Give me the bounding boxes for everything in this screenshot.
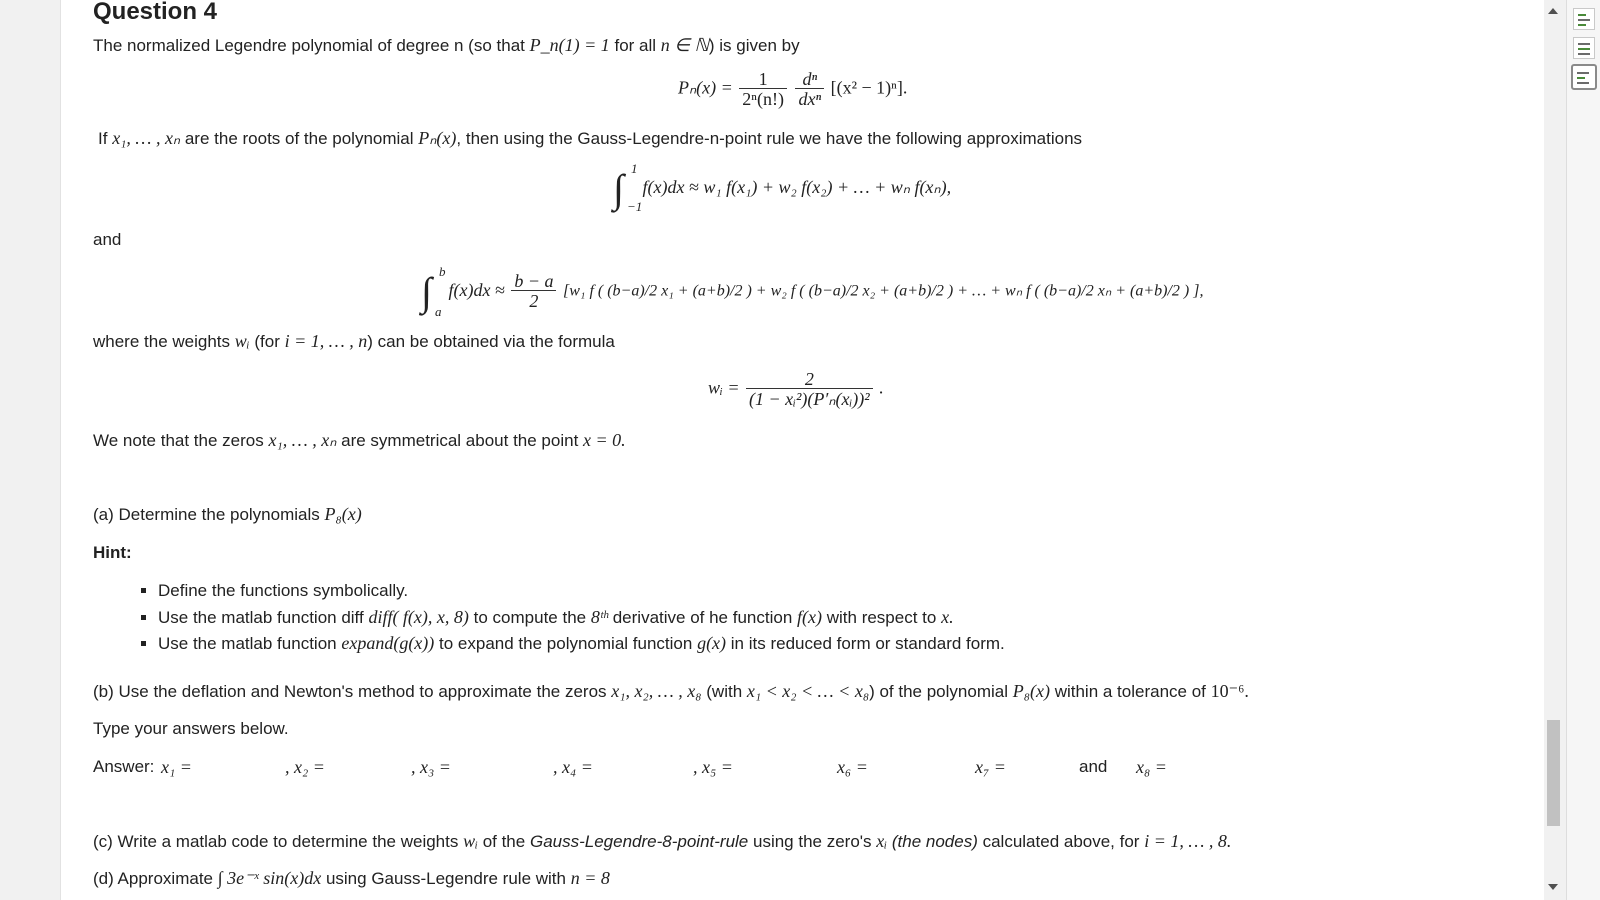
part-c-range: i = 1, … , 8.	[1144, 831, 1232, 851]
document-page	[60, 0, 1561, 900]
ab-frac-den: 2	[529, 291, 539, 311]
part-c-mid: of the	[482, 832, 526, 851]
zeros-tail: are symmetrical about the point	[341, 431, 579, 450]
hint-2-math3: f(x)	[797, 607, 822, 627]
ab-lower: a	[435, 304, 442, 319]
hint-3-post: to expand the polynomial function	[439, 634, 693, 653]
scroll-up-icon[interactable]	[1548, 8, 1558, 14]
weights-tail: ) can be obtained via the formula	[367, 332, 615, 351]
page-view-button[interactable]	[1571, 64, 1597, 90]
and-text: and	[93, 230, 122, 249]
zeros-line	[93, 430, 626, 451]
part-c	[93, 831, 1231, 852]
intro-text: The normalized Legendre polynomial of degree n (so that	[93, 36, 525, 55]
hint-label: Hint:	[93, 543, 132, 562]
hint-item	[158, 578, 1005, 604]
weights-text: where the weights	[93, 332, 231, 351]
part-b-mid: ) of the polynomial	[869, 682, 1008, 701]
intro-line	[93, 35, 800, 56]
gl-body: f(x)dx ≈ w₁ f(x₁) + w₂ f(x₂) + … + wₙ f(xₙ),	[642, 176, 952, 197]
hint-2-pre: Use the matlab function diff	[158, 608, 364, 627]
w-frac	[746, 370, 873, 409]
integral-sign-icon: ∫	[613, 166, 624, 211]
weight-formula	[708, 370, 884, 409]
part-a-poly: P₈(x)	[324, 504, 362, 524]
hint-item	[158, 630, 1005, 656]
hint-2-math2: 8ᵗʰ	[590, 607, 608, 627]
part-d-text: (d) Approximate	[93, 869, 213, 888]
part-b-vars: x₁, x₂, … , x₈	[611, 681, 702, 701]
answer-x3-input[interactable]	[463, 757, 548, 779]
hint-1-text: Define the functions symbolically.	[158, 581, 409, 600]
answer-x7-label: x₇ =	[975, 757, 1006, 777]
ab-upper: b	[439, 264, 446, 279]
answer-x1-input[interactable]	[199, 757, 284, 779]
legendre-den2: dxⁿ	[798, 89, 822, 109]
ab-frac	[511, 272, 556, 311]
answer-x7-input[interactable]	[1015, 757, 1075, 779]
ab-integral-formula	[421, 264, 1204, 319]
side-tool-panel	[1566, 0, 1600, 900]
answer-x1-label: x₁ =	[161, 757, 192, 777]
answer-x8-input[interactable]	[1175, 757, 1275, 779]
hint-list	[143, 578, 1005, 656]
ab-lhs: f(x)dx ≈	[448, 279, 505, 300]
roots-tail: , then using the Gauss-Legendre-n-point rule we have the following approximations	[456, 129, 1083, 148]
part-d-tail: using Gauss-Legendre rule with	[325, 869, 566, 888]
legendre-tail: [(x² − 1)ⁿ].	[830, 77, 908, 98]
part-b-tail: within a tolerance of	[1054, 682, 1206, 701]
scroll-thumb[interactable]	[1547, 720, 1560, 826]
answer-x6-label: x₆ =	[837, 757, 868, 777]
part-c-xi: xᵢ	[876, 831, 888, 851]
answer-x4-label: , x₄ =	[553, 757, 593, 777]
part-b	[93, 681, 1249, 702]
part-c-mid2: using the zero's	[753, 832, 872, 851]
hint-2-post3: with respect to	[826, 608, 937, 627]
part-d-n: n = 8	[570, 868, 610, 888]
part-a-text: (a) Determine the polynomials	[93, 505, 320, 524]
hint-2-math: diff( f(x), x, 8)	[368, 607, 469, 627]
part-b-with: (with	[706, 682, 743, 701]
intro-tail: ) is given by	[708, 36, 800, 55]
w-den: (1 − xᵢ²)(P′ₙ(xᵢ))²	[749, 389, 870, 409]
part-d-int: ∫ 3e⁻ˣ sin(x)dx	[217, 868, 322, 888]
zeros-vars: x₁, … , xₙ	[268, 430, 337, 450]
legendre-num1: 1	[739, 70, 787, 89]
legendre-frac1	[739, 70, 787, 109]
roots-poly: Pₙ(x)	[418, 128, 457, 148]
intro-set: n ∈ ℕ	[660, 35, 709, 55]
part-b-poly: P₈(x)	[1012, 681, 1050, 701]
w-num: 2	[746, 370, 873, 389]
hint-3-math2: g(x)	[697, 633, 727, 653]
w-tail: .	[879, 377, 884, 398]
answer-x8-label: x₈ =	[1136, 757, 1167, 777]
vertical-scrollbar[interactable]	[1544, 0, 1562, 900]
roots-mid: are the roots of the polynomial	[184, 129, 414, 148]
scroll-down-icon[interactable]	[1548, 884, 1558, 890]
hint-3-pre: Use the matlab function	[158, 634, 337, 653]
intro-forall: for all	[614, 36, 657, 55]
gl-lower: −1	[627, 199, 643, 214]
answer-row	[93, 757, 1293, 787]
outline-view-button[interactable]	[1573, 8, 1595, 30]
zeros-text: We note that the zeros	[93, 431, 264, 450]
zeros-point: x = 0.	[583, 430, 626, 450]
hint-item	[158, 604, 1005, 630]
hint-3-post2: in its reduced form or standard form.	[730, 634, 1005, 653]
answer-x6-input[interactable]	[878, 757, 973, 779]
hint-3-math: expand(g(x))	[341, 633, 435, 653]
part-c-tail: calculated above, for	[982, 832, 1140, 851]
intro-cond: P_n(1) = 1	[529, 35, 610, 55]
weights-range: i = 1, … , n	[284, 331, 368, 351]
legendre-lhs: Pₙ(x) =	[678, 77, 733, 98]
gl-integral-formula	[613, 161, 952, 214]
legendre-frac2	[795, 70, 824, 109]
roots-vars: x₁, … , xₙ	[112, 128, 181, 148]
gl-upper: 1	[631, 161, 638, 176]
answer-and: and	[1079, 757, 1108, 776]
answer-label: Answer:	[93, 757, 155, 776]
ab-frac-num: b − a	[511, 272, 556, 291]
answer-x2-input[interactable]	[335, 757, 410, 779]
part-c-var: wᵢ	[463, 831, 478, 851]
roots-line	[98, 128, 1082, 149]
question-title: Question 4	[93, 0, 218, 25]
type-answers: Type your answers below.	[93, 719, 289, 738]
part-b-text: (b) Use the deflation and Newton's method to approximate the zeros	[93, 682, 607, 701]
legendre-den1: 2ⁿ(n!)	[742, 89, 784, 109]
weights-var: wᵢ	[234, 331, 250, 351]
list-view-button[interactable]	[1573, 37, 1595, 59]
weights-for: (for	[254, 332, 280, 351]
hint-2-post: to compute the	[473, 608, 587, 627]
hint-2-post2: derivative of he function	[612, 608, 793, 627]
w-lhs: wᵢ =	[708, 377, 740, 398]
weights-line	[93, 331, 615, 352]
part-a	[93, 504, 362, 525]
part-c-text: (c) Write a matlab code to determine the weights	[93, 832, 459, 851]
legendre-num2: dⁿ	[795, 70, 824, 89]
legendre-formula	[678, 70, 907, 109]
part-c-nodes: (the nodes)	[891, 832, 978, 851]
answer-x5-label: , x₅ =	[693, 757, 733, 777]
roots-if: If	[98, 129, 108, 148]
answer-x2-label: , x₂ =	[285, 757, 325, 777]
hint-2-math4: x.	[941, 607, 954, 627]
part-b-order: x₁ < x₂ < … < x₈	[746, 681, 870, 701]
part-d	[93, 868, 610, 889]
part-c-rule: Gauss-Legendre-8-point-rule	[529, 832, 749, 851]
integral-sign-ab-icon: ∫	[421, 269, 432, 314]
answer-x4-input[interactable]	[605, 757, 690, 779]
answer-x5-input[interactable]	[745, 757, 830, 779]
ab-body: [w₁ f ( (b−a)/2 x₁ + (a+b)/2 ) + w₂ f ( (b−a)/2 x₂ + (a+b)/2 ) + … + wₙ f ( (b−a)/2 xₙ + (a+b)/2 ) ],	[562, 282, 1204, 300]
part-b-tol: 10⁻⁶.	[1210, 681, 1249, 701]
answer-x3-label: , x₃ =	[411, 757, 451, 777]
